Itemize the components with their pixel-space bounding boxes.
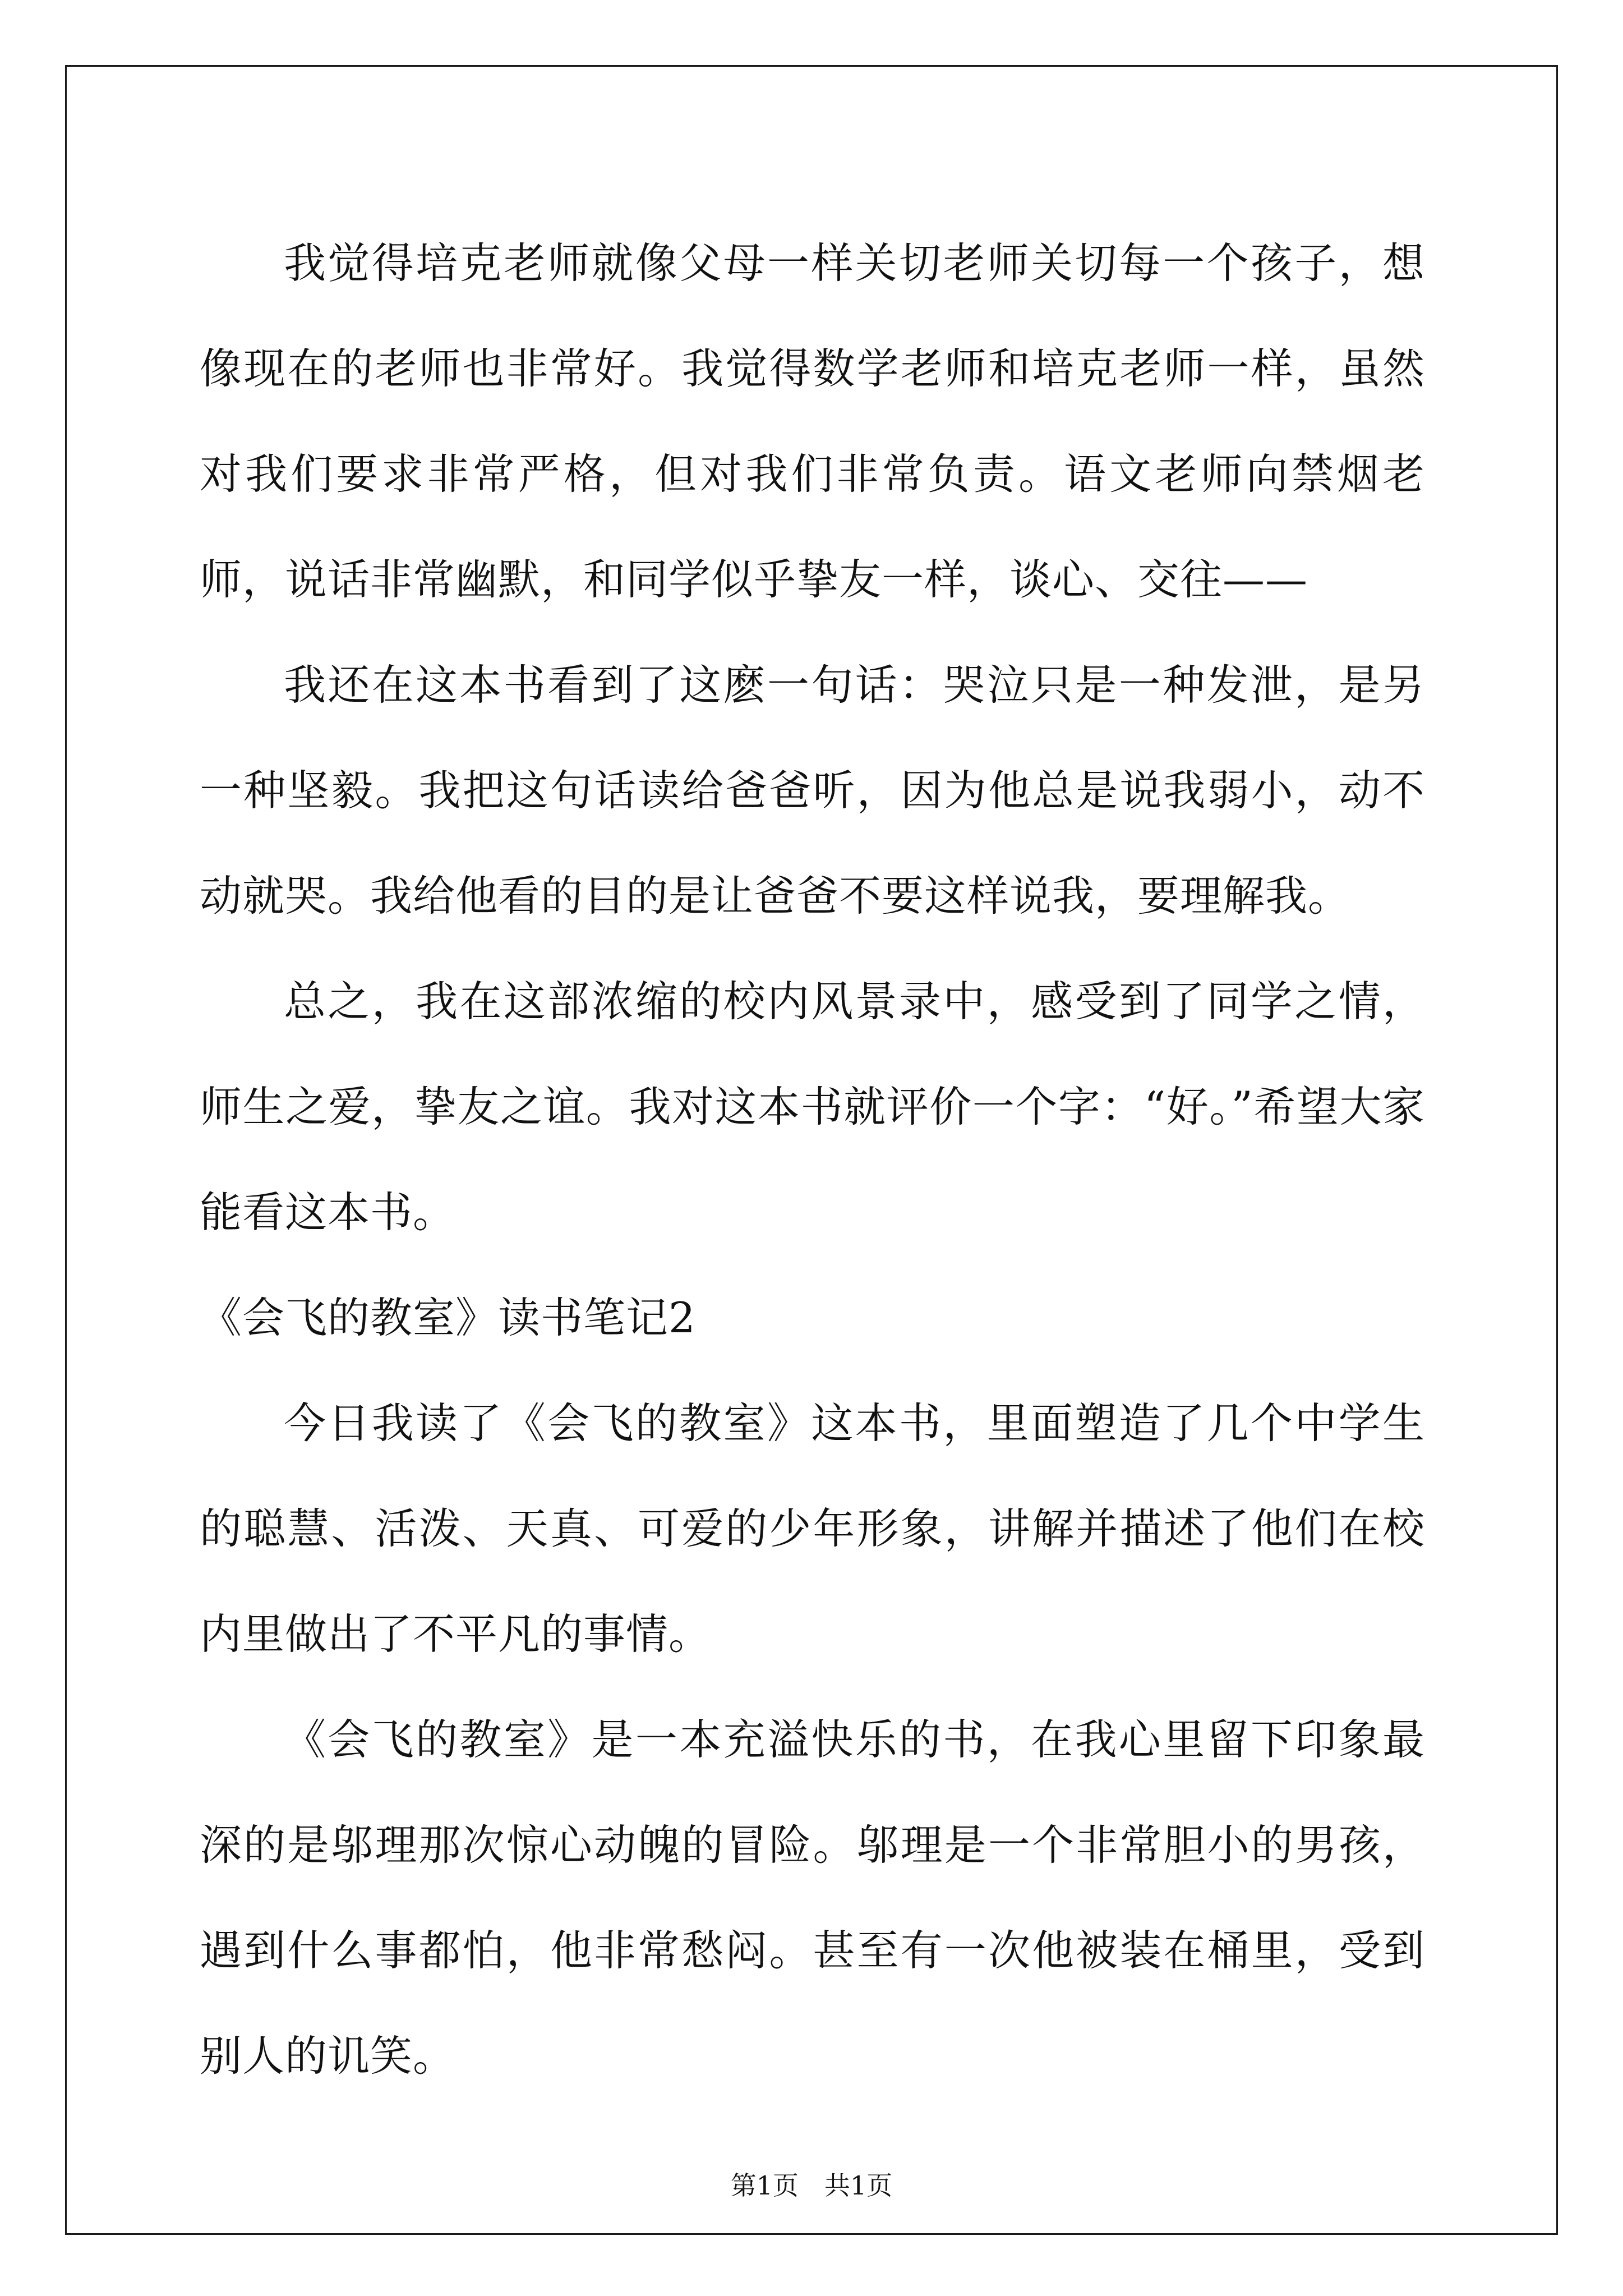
page-total: 共1页: [824, 2170, 893, 2201]
paragraph-wuli: 《会飞的教室》是一本充溢快乐的书，在我心里留下印象最深的是邬理那次惊心动魄的冒险。邬理是一个非常胆小的男孩，遇到什么事都怕，他非常愁闷。甚至有一次他被装在桶里，受到别人的讥笑。: [200, 1715, 1425, 2081]
paragraph-crying-quote: 我还在这本书看到了这麽一句话：哭泣只是一种发泄，是另一种坚毅。我把这句话读给爸爸听，因为他总是说我弱小，动不动就哭。我给他看的目的是让爸爸不要这样说我，要理解我。: [200, 660, 1425, 921]
document-body: [200, 210, 1425, 2109]
paragraph-intro: 今日我读了《会飞的教室》这本书，里面塑造了几个中学生的聪慧、活泼、天真、可爱的少年形象，讲解并描述了他们在校内里做出了不平凡的事情。: [200, 1398, 1425, 1659]
page-footer: [0, 2169, 1623, 2202]
paragraph-teachers: 我觉得培克老师就像父母一样关切老师关切每一个孩子，想像现在的老师也非常好。我觉得数学老师和培克老师一样，虽然对我们要求非常严格，但对我们非常负责。语文老师向禁烟老师，说话非常幽默，和同学似乎挚友一样，谈心、交往——: [200, 238, 1425, 604]
page-number: 第1页: [730, 2170, 799, 2201]
section-heading: 《会飞的教室》读书笔记2: [200, 1293, 696, 1342]
paragraph-conclusion: 总之，我在这部浓缩的校内风景录中，感受到了同学之情，师生之爱，挚友之谊。我对这本书就评价一个字：“好。”希望大家能看这本书。: [200, 977, 1425, 1237]
